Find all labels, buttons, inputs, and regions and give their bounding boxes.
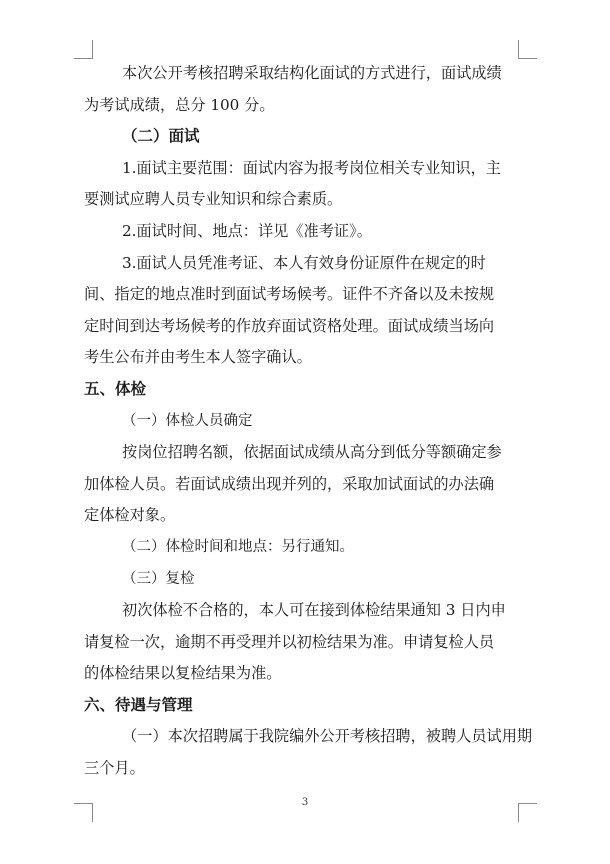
document-body <box>84 58 533 785</box>
crop-mark-top-right <box>518 40 537 59</box>
section-heading-medical: 五、体检 <box>84 379 147 398</box>
paragraph-scoring <box>84 58 524 121</box>
text-line: 考生公布并由考生本人签字确认。 <box>84 348 312 367</box>
paragraph-reexam <box>84 595 524 690</box>
paragraph-benefits <box>84 721 533 784</box>
text-line: （一）本次招聘属于我院编外公开考核招聘，被聘人员试用期 <box>122 727 533 746</box>
text-line: 定体检对象。 <box>84 506 176 525</box>
text-line: 2.面试时间、地点：详见《准考证》。 <box>122 221 372 240</box>
section-heading-interview: （二）面试 <box>122 127 200 146</box>
text-line: 要测试应聘人员专业知识和综合素质。 <box>84 190 343 209</box>
text-line: 为考试成绩，总分 100 分。 <box>84 95 275 114</box>
text-line: 加体检人员。若面试成绩出现并列的，采取加试面试的办法确 <box>84 474 495 493</box>
subheading-medical-candidates: （一）体检人员确定 <box>122 412 253 429</box>
text-line: 1.面试主要范围：面试内容为报考岗位相关专业知识，主 <box>122 158 501 177</box>
paragraph-medical-candidates <box>84 437 524 532</box>
page-number: 3 <box>301 797 309 808</box>
text-line: 的体检结果以复检结果为准。 <box>84 664 282 683</box>
paragraph-interview-scope <box>84 153 524 216</box>
text-line: 按岗位招聘名额，依据面试成绩从高分到低分等额确定参 <box>122 443 502 462</box>
section-heading-benefits: 六、待遇与管理 <box>84 695 193 714</box>
crop-mark-top-left <box>74 40 93 59</box>
text-line: 三个月。 <box>84 759 145 778</box>
subheading-reexam: （三）复检 <box>122 570 195 587</box>
text-line: 本次公开考核招聘采取结构化面试的方式进行，面试成绩 <box>122 64 502 82</box>
text-line: 定时间到达考场候考的作放弃面试资格处理。面试成绩当场向 <box>84 316 495 335</box>
text-line: 请复检一次，逾期不再受理并以初检结果为准。申请复检人员 <box>84 632 495 651</box>
text-line: 初次体检不合格的，本人可在接到体检结果通知 3 日内申 <box>122 601 506 620</box>
paragraph-interview-time <box>84 216 524 248</box>
paragraph-interview-rules <box>84 248 524 374</box>
text-line: 间、指定的地点准时到面试考场候考。证件不齐备以及未按规 <box>84 285 495 304</box>
subheading-medical-time: （二）体检时间和地点：另行通知。 <box>122 538 354 555</box>
text-line: 3.面试人员凭准考证、本人有效身份证原件在规定的时 <box>122 253 486 272</box>
